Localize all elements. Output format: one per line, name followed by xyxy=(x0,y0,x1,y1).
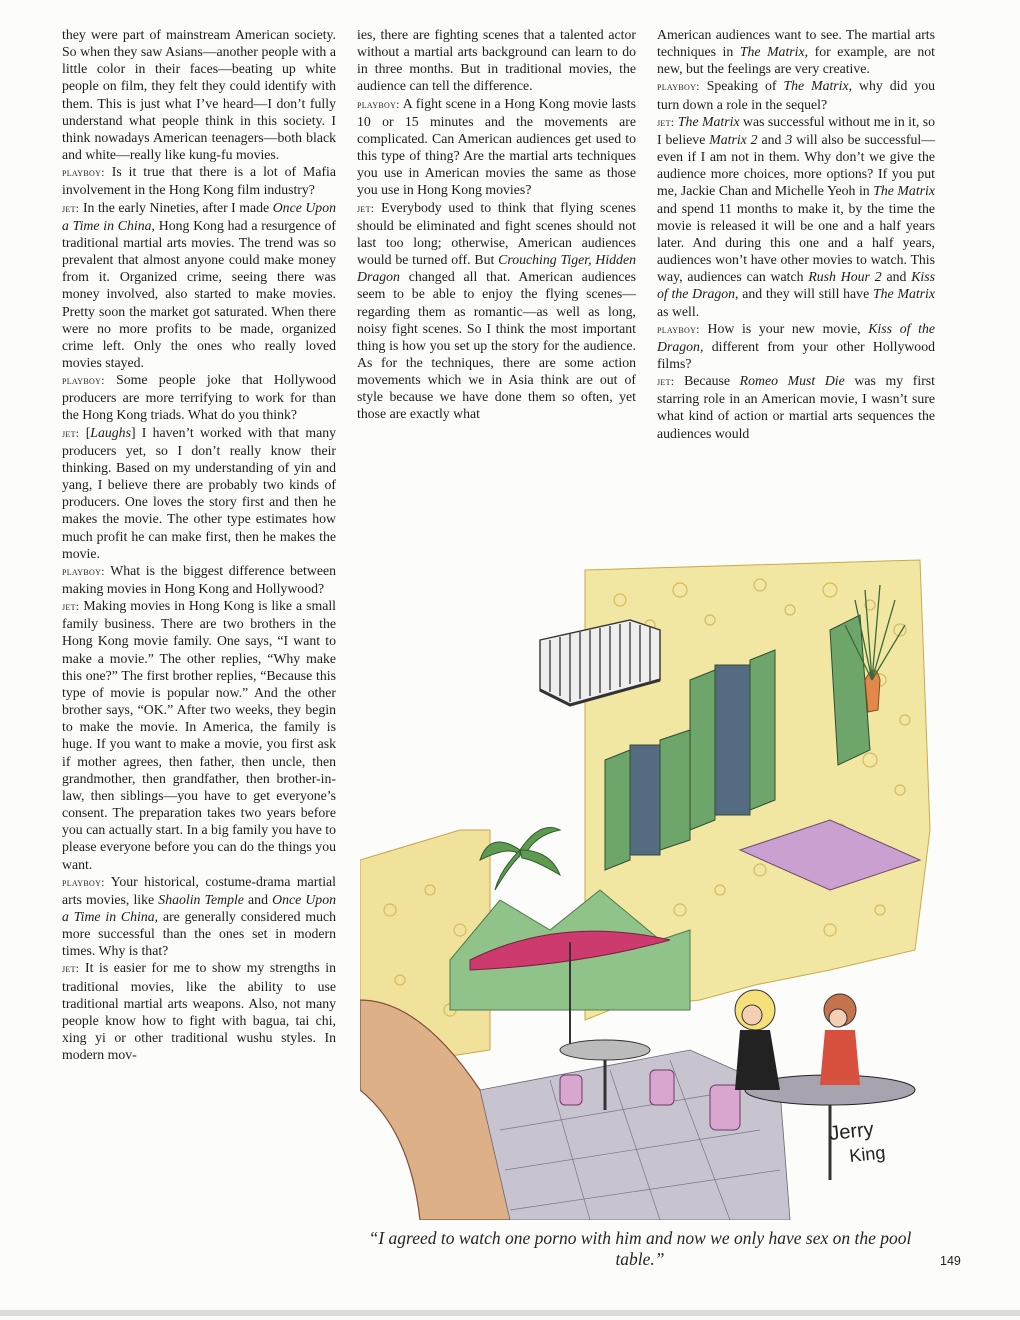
speaker-label: jet: xyxy=(62,200,80,215)
body-text: and xyxy=(881,269,912,285)
body-text: [ xyxy=(85,424,91,440)
woman-left xyxy=(735,990,780,1090)
body-text: Your historical, costume-drama martial arts movies, like xyxy=(62,873,336,907)
body-text: and xyxy=(243,891,273,907)
paragraph xyxy=(62,199,336,372)
title-text: Romeo Must Die xyxy=(739,373,845,389)
title-text: Matrix 2 xyxy=(709,131,758,147)
speaker-label: playboy: xyxy=(62,874,105,889)
paragraph xyxy=(62,26,336,163)
body-text: was successful without me in it, so I believe xyxy=(657,113,936,147)
body-text: Because xyxy=(684,373,740,389)
title-text: Rush Hour 2 xyxy=(808,269,882,285)
body-text: and spend 11 months to make it, by the time the movie is released it will be one and a half years later. And during this one and a half years, audiences won’t have other movies to watch. This way, audiences can watch xyxy=(657,200,935,285)
palm-tree xyxy=(480,828,560,891)
body-text: was my first starring role in an American movie, I wasn’t sure what kind of action or martial arts sequences the audiences would xyxy=(657,373,935,441)
body-text: changed all that. American audiences seem to be able to enjoy the flying scenes—regarding them as romantic—as well as long, noisy fight scenes. So I think the most important thing is how you set up the story for the audience. As for the techniques, there are some action movements which we in Asia think are out of style because we have done them so often, yet those are exactly what xyxy=(357,269,636,422)
body-text: How is your new movie, xyxy=(707,320,869,336)
artist-signature-line1: Jerry xyxy=(828,1118,875,1145)
body-text: and xyxy=(757,131,786,147)
speaker-label: playboy: xyxy=(357,96,400,111)
title-text: The Matrix xyxy=(783,78,849,94)
cartoon-caption: “I agreed to watch one porno with him and now we only have sex on the pool table.” xyxy=(368,1228,912,1269)
title-text: The Matrix xyxy=(739,44,805,60)
body-text: , for example, are not new, but the feelings are very creative. xyxy=(657,44,935,77)
body-text: ies, there are fighting scenes that a talented actor without a martial arts background can learn to do in three months. But in traditional movies, the audience can tell the difference. xyxy=(357,27,636,94)
speaker-label: playboy: xyxy=(62,563,105,578)
body-text: A fight scene in a Hong Kong movie lasts 10 or 15 minutes and the movements are complicated. Can American audiences get used to this type of thing? Are the martial arts techniques you use in American movies the same as those you use in Hong Kong movies? xyxy=(357,95,636,198)
text-column-2 xyxy=(357,26,636,423)
speaker-label: playboy: xyxy=(62,373,105,388)
table-background xyxy=(560,1040,650,1060)
body-text: Making movies in Hong Kong is like a small family business. There are two brothers in the Hong Kong movie family. One says, “I want to make a movie.” The other replies, “Why make this one?” The first brother replies, “Because this type of movie is popular now.” And the other brother says, “OK.” After two weeks, they begin to make the movie. In America, the family is huge. If you want to make a movie, you first ask if mother agrees, then father, then uncle, then grandmother, then grandfather, then brother-in-law, then siblings—you have to get everyone’s consent. The preparation takes two years before you can actually start. In a big family you have to please everyone before you can do the things you want. xyxy=(62,598,336,872)
paragraph xyxy=(657,77,935,112)
paragraph xyxy=(357,26,636,95)
title-text: Once Upon a Time in China xyxy=(62,199,336,233)
paragraph xyxy=(62,873,336,960)
body-text: In the early Nineties, after I made xyxy=(82,199,273,215)
text-column-3 xyxy=(657,26,935,442)
speaker-label: jet: xyxy=(62,425,80,440)
body-text: they were part of mainstream American society. So when they saw Asians—another people with a little color in their faces—beating up white people on film, they felt they could identify with them. This is just what I’ve heard—I don’t fully understand what people think in this society. I think nowadays American teenagers—both black and white—really like kung-fu movies. xyxy=(62,27,336,163)
page-number: 149 xyxy=(940,1254,961,1268)
woman-right xyxy=(820,994,860,1085)
speaker-label: jet: xyxy=(62,599,80,614)
title-text: Kiss of the Dragon xyxy=(657,320,935,354)
title-text: The Matrix xyxy=(677,113,740,129)
body-text: Speaking of xyxy=(706,78,784,94)
paragraph xyxy=(62,163,336,198)
body-text: Is it true that there is a lot of Mafia involvement in the Hong Kong film industry? xyxy=(62,164,337,198)
body-text: , why did you turn down a role in the sequel? xyxy=(657,78,935,112)
paragraph xyxy=(62,424,336,562)
artist-signature-line2: King xyxy=(848,1142,887,1166)
paragraph xyxy=(357,199,636,423)
body-text: American audiences want to see. The martial arts techniques in xyxy=(657,27,935,60)
body-text: Some people joke that Hollywood producers are more terrifying to work for than the Hong Kong triads. What do you think? xyxy=(62,372,336,423)
body-text: will also be successful—even if I am not in them. Why don’t we give the audience more choices, more options? If you put me, Jackie Chan and Michelle Yeoh in xyxy=(657,131,936,199)
body-text: ] I haven’t worked with that many producers yet, so I don’t really know their thinking. Based on my understanding of yin and yang, I believe there are probably two kinds of producers. One loves the story first and then he makes the movie. The other type estimates how much profit he can make first, then he makes the movie. xyxy=(62,424,336,561)
text-column-1 xyxy=(62,26,336,1063)
title-text: Once Upon a Time in China xyxy=(62,891,337,924)
paragraph xyxy=(657,320,935,372)
paragraph xyxy=(62,371,336,423)
speaker-label: playboy: xyxy=(62,165,105,180)
paragraph xyxy=(62,959,336,1063)
cartoon-illustration xyxy=(360,530,940,1220)
body-text: , and they will still have xyxy=(735,286,873,302)
speaker-label: jet: xyxy=(657,114,675,129)
speaker-label: playboy: xyxy=(657,79,700,94)
body-text: What is the biggest difference between making movies in Hong Kong and Hollywood? xyxy=(62,562,336,596)
title-text: Laughs xyxy=(90,424,131,440)
speaker-label: jet: xyxy=(62,961,80,976)
paragraph xyxy=(657,113,935,320)
speaker-label: jet: xyxy=(357,200,375,215)
paragraph xyxy=(657,372,935,442)
paragraph xyxy=(62,562,336,597)
body-text: Everybody used to think that flying scenes should be eliminated and fight scenes should not last too long; otherwise, American audiences would be turned off. But xyxy=(357,199,636,268)
speaker-label: playboy: xyxy=(657,321,700,336)
title-text: The Matrix xyxy=(873,183,935,199)
title-text: The Matrix xyxy=(872,286,935,302)
body-text: , are generally considered much more successful than the ones set in modern times. Why is that? xyxy=(62,908,336,959)
title-text: Crouching Tiger, Hidden Dragon xyxy=(357,252,636,285)
paragraph xyxy=(62,597,336,873)
title-text: Kiss of the Dragon xyxy=(657,269,935,302)
body-text: , Hong Kong had a resurgence of traditional martial arts movies. The trend was so prevalent that almost anyone could make money from it. Organized crime, seeing there was money involved, also started to make movies. Pretty soon the market got saturated. When there were no more profits to be made, organized crime left. Only the ones who really loved movies stayed. xyxy=(62,217,336,370)
bottom-rule xyxy=(0,1310,1020,1316)
body-text: , different from your other Hollywood films? xyxy=(657,338,935,371)
body-text: It is easier for me to show my strengths in traditional movies, like the ability to use traditional martial arts weapons. Also, not many people know how to fight with bagua, tai chi, xing yi or other traditional wushu styles. In modern mov- xyxy=(62,960,337,1063)
paragraph xyxy=(657,26,935,77)
speaker-label: jet: xyxy=(657,374,675,389)
title-text: Shaolin Temple xyxy=(158,891,244,907)
body-text: as well. xyxy=(657,303,700,319)
title-text: 3 xyxy=(785,131,793,147)
paragraph xyxy=(357,95,636,199)
